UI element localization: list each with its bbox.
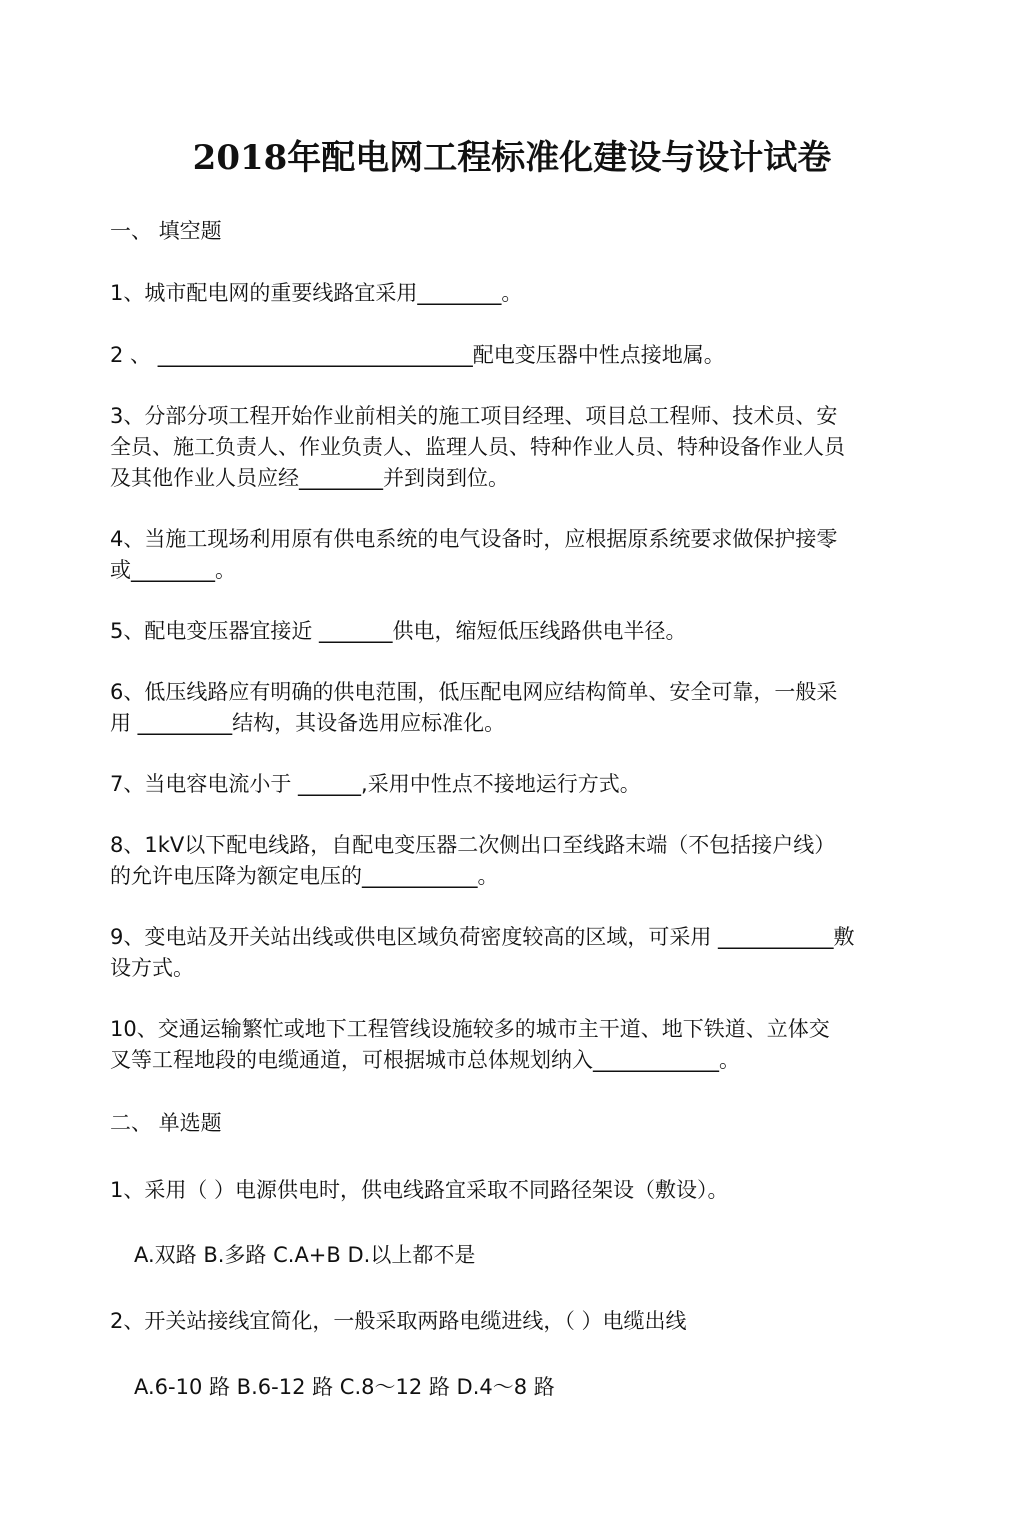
question-line: 7、当电容电流小于 ______,采用中性点不接地运行方式。 bbox=[110, 772, 641, 796]
question-line: 4、当施工现场利用原有供电系统的电气设备时，应根据原系统要求做保护接零 bbox=[110, 527, 838, 551]
question-line: 5、配电变压器宜接近 _______供电，缩短低压线路供电半径。 bbox=[110, 619, 687, 643]
question-line: 6、低压线路应有明确的供电范围，低压配电网应结构简单、安全可靠，一般采 bbox=[110, 680, 838, 704]
question-line: 2 、 ______________________________配电变压器中性点接地属。 bbox=[110, 343, 725, 367]
section-heading-fill-in: 一、 填空题 bbox=[110, 219, 222, 243]
question-line: 叉等工程地段的电缆通道，可根据城市总体规划纳入____________。 bbox=[110, 1048, 740, 1072]
question-line: 3、分部分项工程开始作业前相关的施工项目经理、项目总工程师、技术员、安 bbox=[110, 404, 838, 428]
answer-options: A.6-10 路 B.6-12 路 C.8～12 路 D.4～8 路 bbox=[134, 1375, 555, 1399]
question-line: 10、交通运输繁忙或地下工程管线设施较多的城市主干道、地下铁道、立体交 bbox=[110, 1017, 830, 1041]
question-line: 1、城市配电网的重要线路宜采用________。 bbox=[110, 281, 523, 305]
question-line: 8、1kV以下配电线路，自配电变压器二次侧出口至线路末端（不包括接户线） bbox=[110, 833, 836, 857]
question-line: 及其他作业人员应经________并到岗到位。 bbox=[110, 466, 509, 490]
question-line: 或________。 bbox=[110, 558, 236, 582]
question-line: 全员、施工负责人、作业负责人、监理人员、特种作业人员、特种设备作业人员 bbox=[110, 435, 845, 459]
question-line: 用 _________结构，其设备选用应标准化。 bbox=[110, 711, 506, 735]
question-line: 2、开关站接线宜简化，一般采取两路电缆进线，（ ）电缆出线 bbox=[110, 1309, 687, 1333]
question-line: 1、采用（ ）电源供电时，供电线路宜采取不同路径架设（敷设）。 bbox=[110, 1178, 729, 1202]
document-title: 2018年配电网工程标准化建设与设计试卷 bbox=[192, 138, 832, 178]
answer-options: A.双路 B.多路 C.A+B D.以上都不是 bbox=[134, 1243, 476, 1267]
question-line: 9、变电站及开关站出线或供电区域负荷密度较高的区域，可采用 ___________敷 bbox=[110, 925, 855, 949]
question-line: 设方式。 bbox=[110, 956, 194, 980]
question-line: 的允许电压降为额定电压的___________。 bbox=[110, 864, 499, 888]
section-heading-single-choice: 二、 单选题 bbox=[110, 1111, 222, 1135]
